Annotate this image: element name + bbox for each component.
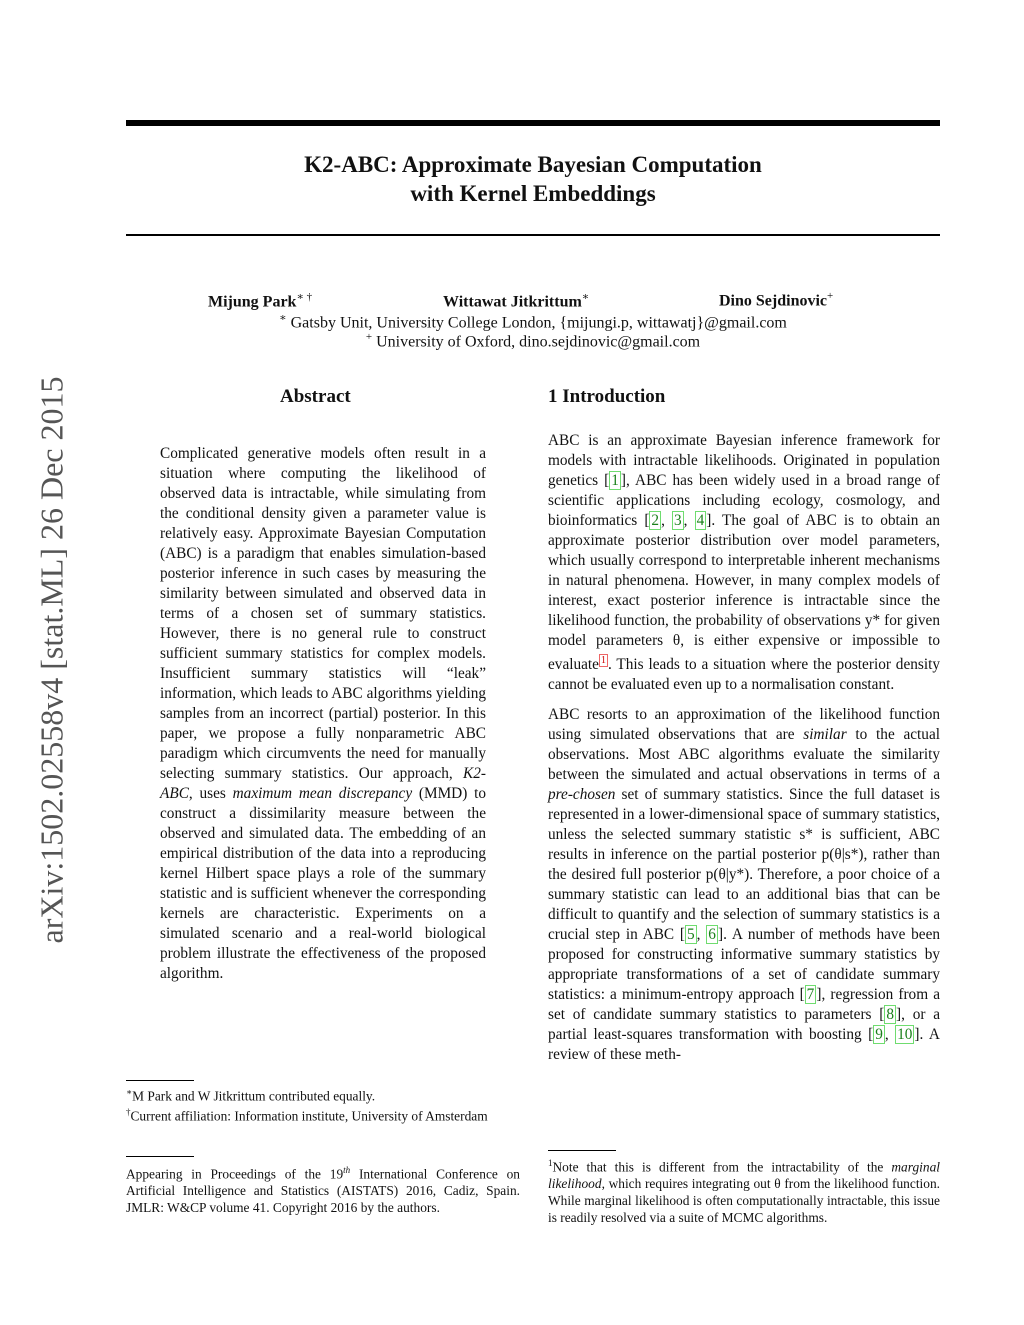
author-2 bbox=[443, 290, 589, 311]
intro-paragraph-1: ABC is an approximate Bayesian inference framework for models with intractable likelihoods. Originated in population genetics [ 1 ], ABC has been widely used in a broad range of scientific applications including ecology, cosmology, and bioinformatics [ 2 , 3 , 4 ]. The goal of ABC is to obtain an approximate posterior distribution over model parameters, which usually correspond to interpretable inherent mechanisms in natural phenomena. However, in many complex models of interest, exact posterior inference is intractable since the likelihood function, the probability of observations y* for given model parameters θ, is either expensive or impossible to evaluate $^1$ . This leads to a situation where the posterior density cannot be evaluated even up to a normalisation constant. bbox=[548, 432, 941, 694]
footnote-affiliation bbox=[126, 1104, 520, 1124]
author-1 bbox=[208, 290, 312, 311]
author-1-mark: ∗ † bbox=[296, 291, 313, 303]
affiliation-2-mark: + bbox=[365, 331, 373, 343]
footnote-1-mark: 1 bbox=[548, 1158, 553, 1168]
abstract-k2abc: K2-ABC bbox=[160, 765, 486, 802]
citation-6[interactable]: 6 bbox=[708, 926, 716, 944]
intro-p2-text-d: . A number of methods have been proposed for constructing informative summary statistics by appropriate transformations of a set of candidate summary statistics: a minimum-entropy approach bbox=[548, 926, 941, 1004]
footnote-affiliation-text: Current affiliation: Information institute, University of Amsterdam bbox=[130, 1108, 488, 1124]
arxiv-identifier: arXiv:1502.02558v4 [stat.ML] 26 Dec 2015 bbox=[33, 376, 70, 944]
author-1-name: Mijung Park bbox=[208, 293, 297, 311]
footnote-rule-left-2 bbox=[126, 1156, 194, 1157]
abstract-body bbox=[160, 444, 486, 994]
intro-p2-text-c: set of summary statistics. Since the full dataset is represented in a lower-dimensional space of summary statistics, unless the selected summary statistic s* is sufficient, ABC results in inference on the partial posterior p(θ|s*), rather than the desired full posterior p(θ|y*). Therefore, a poor choice of a summary statistic can lead to an additional bias that can be difficult to quantify and the selection of summary statistics is a crucial step in ABC bbox=[548, 786, 940, 944]
footnote-rule-left-1 bbox=[126, 1080, 194, 1081]
citation-2[interactable]: 2 bbox=[651, 512, 660, 529]
affiliation-2 bbox=[126, 331, 940, 351]
intro-prechosen: pre-chosen bbox=[548, 786, 616, 804]
title-line-2: with Kernel Embeddings bbox=[410, 181, 656, 206]
proceedings-text-2: International Conference on Artificial Intelligence and Statistics (AISTATS) 2016, Cadiz, Spain. JMLR: W&CP volume 41. Copyright 2016 by the authors. bbox=[126, 1166, 520, 1216]
proceedings-th: th bbox=[343, 1165, 351, 1175]
footnote-ref-1[interactable]: 1 bbox=[600, 655, 606, 666]
intro-p1-text-d: . This leads to a situation where the posterior density cannot be evaluated even up to a normalisation constant. bbox=[548, 656, 940, 694]
introduction-heading: 1 Introduction bbox=[548, 386, 666, 407]
citation-10[interactable]: 10 bbox=[897, 1026, 913, 1044]
footnote-equal bbox=[126, 1084, 520, 1104]
title-top-rule bbox=[126, 120, 940, 126]
title-line-1: K2-ABC: Approximate Bayesian Computation bbox=[304, 152, 762, 177]
abstract-mmd: maximum mean discrepancy bbox=[232, 785, 413, 802]
citation-3[interactable]: 3 bbox=[674, 512, 682, 529]
footnotes-authors bbox=[126, 1084, 520, 1125]
author-2-name: Wittawat Jitkrittum bbox=[443, 293, 582, 311]
footnote-1-text-b: , which requires integrating out θ from the likelihood function. While marginal likelihood is often computationally intractable, this issue is readily resolved via a suite of MCMC algorithms. bbox=[548, 1176, 940, 1226]
footnote-equal-mark: ∗ bbox=[126, 1087, 133, 1097]
intro-p2-text-f: , or a partial least-squares transformation with boosting bbox=[548, 1006, 940, 1044]
intro-p1-text-c: . The goal of ABC is to obtain an approximate posterior distribution over model parameters, which usually correspond to interpretable inherent mechanisms in natural phenomena. However, in many complex models of interest, exact posterior inference is intractable since the likelihood function, the probability of observations y* for given model parameters θ, is either expensive or impossible to evaluate bbox=[548, 512, 940, 674]
citation-4[interactable]: 4 bbox=[696, 512, 705, 529]
title-bottom-rule bbox=[126, 234, 940, 236]
citation-1[interactable]: 1 bbox=[611, 472, 619, 489]
intro-paragraph-2: ABC resorts to an approximation of the likelihood function using simulated observations that are similar to the actual observations. Most ABC algorithms evaluate the similarity between the simulated and actual observations in terms of a pre-chosen set of summary statistics. Since the full dataset is represented in a lower-dimensional space of summary statistics, unless the selected summary statistic s* is sufficient, ABC results in inference on the partial posterior p(θ|s*), rather than the desired full posterior p(θ|y*). Therefore, a poor choice of a summary statistic can lead to an additional bias that can be difficult to quantify and the selection of summary statistics is a crucial step in ABC [ 5 , 6 ]. A number of methods have been proposed for constructing informative summary statistics by appropriate transformations of a set of candidate summary statistics: a minimum-entropy approach [ 7 ], regression from a set of candidate summary statistics to parameters [ 8 ], or a partial least-squares transformation with boosting [ 9 , 10 ]. A review of these meth- bbox=[548, 706, 941, 1064]
proceedings-text-1: Appearing in Proceedings of the 19 bbox=[126, 1166, 344, 1182]
abstract-paragraph bbox=[160, 444, 486, 984]
footnote-1-marginal: marginal likelihood bbox=[548, 1159, 940, 1192]
intro-p2-text-b: to the actual observations. Most ABC algorithms evaluate the similarity between the simulated and actual observations in terms of a bbox=[548, 726, 940, 784]
abstract-text-3: (MMD) to construct a dissimilarity measure between the observed and simulated data. The embedding of an empirical distribution of the data into a reproducing kernel Hilbert space plays a role of the summary statistic and is sufficient whenever the corresponding kernels are characteristic. Experiments on a simulated scenario and a real-world biological problem illustrate the effectiveness of the proposed algorithm. bbox=[160, 785, 486, 982]
author-3-mark: + bbox=[827, 290, 834, 302]
intro-p2-text-e: , regression from a set of candidate summary statistics to parameters bbox=[548, 986, 940, 1024]
abstract-heading: Abstract bbox=[280, 386, 351, 407]
intro-p2-text-a: ABC resorts to an approximation of the likelihood function using simulated observations that are bbox=[548, 706, 940, 744]
affiliation-1-mark: ∗ bbox=[279, 312, 287, 324]
footnote-1-text-a: Note that this is different from the intractability of the bbox=[552, 1159, 884, 1175]
footnote-rule-right bbox=[548, 1150, 616, 1151]
citation-5[interactable]: 5 bbox=[687, 926, 695, 944]
intro-p1-text-a: ABC is an approximate Bayesian inference framework for models with intractable likelihoods. Originated in population genetics bbox=[548, 432, 940, 489]
intro-p1-text-b: , ABC has been widely used in a broad range of scientific applications including ecology, cosmology, and bioinformatics bbox=[548, 472, 941, 529]
author-3 bbox=[719, 290, 833, 310]
citation-7[interactable]: 7 bbox=[806, 986, 815, 1004]
footnote-1 bbox=[548, 1155, 940, 1226]
abstract-text-1: Complicated generative models often result in a situation where computing the likelihood of observed data is intractable, while simulating from the conditional density given a parameter value is relatively easy. Approximate Bayesian Computation (ABC) is a paradigm that enables simulation-based posterior inference in such cases by measuring the similarity between simulated and observed data in terms of a chosen set of summary statistics. However, there is no general rule to construct sufficient summary statistics for complex models. Insufficient summary statistics will “leak” information, which leads to ABC algorithms yielding samples from an incorrect (partial) posterior. In this paper, we propose a fully nonparametric ABC paradigm which circumvents the need for manually selecting summary statistics. Our approach, bbox=[160, 445, 486, 782]
affiliation-1 bbox=[126, 311, 940, 332]
footnote-affiliation-mark: † bbox=[126, 1107, 131, 1118]
footnote-equal-text: M Park and W Jitkrittum contributed equally. bbox=[132, 1088, 376, 1104]
paper-title bbox=[126, 150, 940, 208]
author-3-name: Dino Sejdinovic bbox=[719, 292, 828, 310]
proceedings-note bbox=[126, 1162, 520, 1216]
citation-8[interactable]: 8 bbox=[886, 1006, 895, 1024]
intro-similar: similar bbox=[803, 726, 847, 744]
introduction-body bbox=[548, 431, 940, 1075]
abstract-text-2: , uses bbox=[188, 785, 226, 802]
intro-p2-text-g: . A review of these meth- bbox=[548, 1026, 940, 1064]
author-2-mark: ∗ bbox=[581, 291, 590, 303]
citation-9[interactable]: 9 bbox=[875, 1026, 883, 1044]
affiliation-2-text: University of Oxford, dino.sejdinovic@gmail.com bbox=[376, 333, 701, 351]
affiliation-1-text: Gatsby Unit, University College London, {mijungi.p, wittawatj}@gmail.com bbox=[290, 314, 787, 332]
